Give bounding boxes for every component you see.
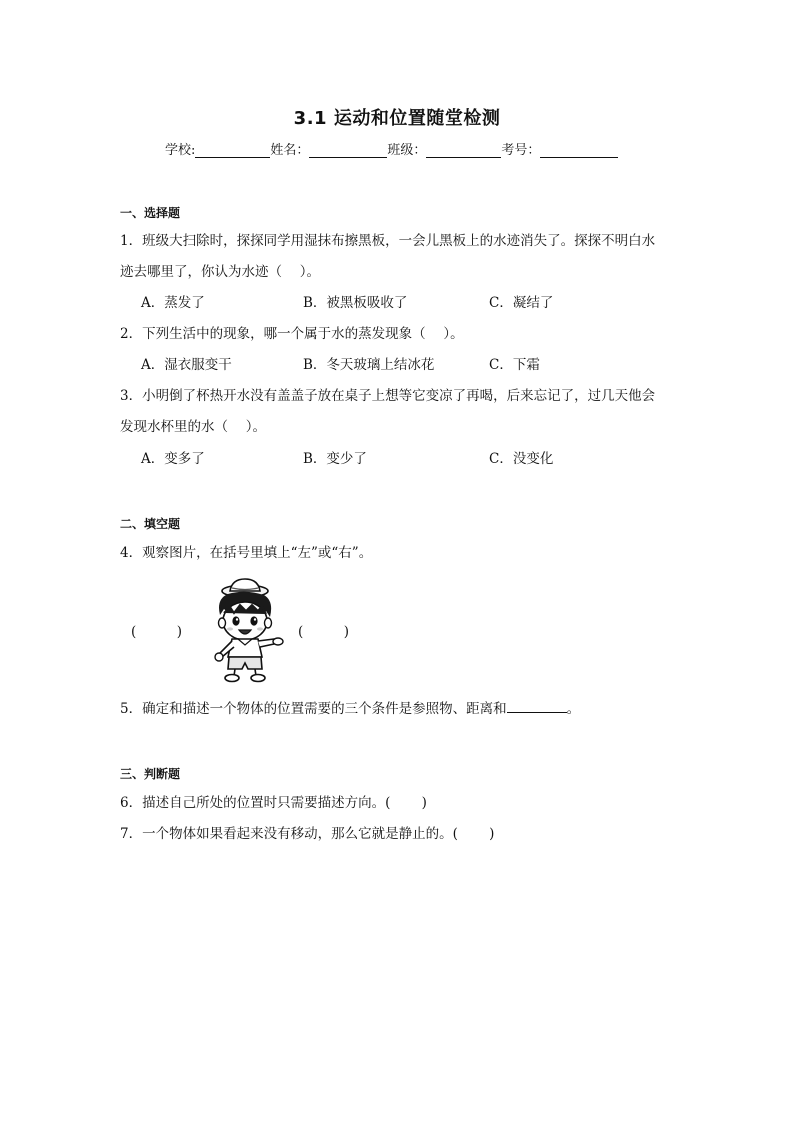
question-5 xyxy=(120,697,580,717)
question-5-text: 5．确定和描述一个物体的位置需要的三个条件是参照物、距离和 xyxy=(120,701,507,717)
question-4-left-blank[interactable]: ( ) xyxy=(131,624,183,640)
left-shoe xyxy=(225,675,239,682)
question-2-option-c[interactable]: C．下霜 xyxy=(489,357,540,373)
question-5-blank[interactable] xyxy=(507,700,567,713)
section-heading-judgement: 三、判断题 xyxy=(120,767,181,781)
boy-illustration xyxy=(208,577,286,683)
class-label: 班级： xyxy=(387,143,427,158)
question-4-text: 4．观察图片，在括号里填上“左”或“右”。 xyxy=(120,545,373,561)
question-2-line-1: 2．下列生活中的现象，哪一个属于水的蒸发现象（ ）。 xyxy=(120,326,464,342)
class-blank[interactable] xyxy=(426,145,501,158)
section-heading-fill-blank: 二、填空题 xyxy=(120,517,181,531)
shorts xyxy=(228,657,262,669)
question-2-option-a[interactable]: A．湿衣服变干 xyxy=(141,357,232,373)
question-1-line-1: 1．班级大扫除时，探探同学用湿抹布擦黑板，一会儿黑板上的水迹消失了。探探不明白水 xyxy=(120,233,656,249)
section-heading-choice: 一、选择题 xyxy=(120,206,181,220)
question-5-end: 。 xyxy=(566,701,581,717)
question-1-option-c[interactable]: C．凝结了 xyxy=(489,295,554,311)
page-title: 3.1 运动和位置随堂检测 xyxy=(293,108,501,129)
school-blank[interactable] xyxy=(195,145,270,158)
question-2-option-b[interactable]: B．冬天玻璃上结冰花 xyxy=(303,357,435,373)
question-1-option-a[interactable]: A．蒸发了 xyxy=(141,295,205,311)
number-label: 考号： xyxy=(501,143,541,158)
question-6: 6．描述自己所处的位置时只需要描述方向。( ) xyxy=(120,795,427,811)
question-3-line-1: 3．小明倒了杯热开水没有盖盖子放在桌子上想等它变凉了再喝，后来忘记了，过几天他会 xyxy=(120,388,656,404)
right-eye xyxy=(250,616,257,625)
question-3-option-b[interactable]: B．变少了 xyxy=(303,451,367,467)
school-label: 学校: xyxy=(165,143,196,158)
number-blank[interactable] xyxy=(540,145,618,158)
student-info-line xyxy=(165,139,618,158)
question-3-option-c[interactable]: C．没变化 xyxy=(489,451,554,467)
name-blank[interactable] xyxy=(309,145,387,158)
left-eye xyxy=(232,616,239,625)
question-3-line-2: 发现水杯里的水（ ）。 xyxy=(120,419,267,435)
name-label: 姓名： xyxy=(270,143,310,158)
question-1-option-b[interactable]: B．被黑板吸收了 xyxy=(303,295,408,311)
question-1-line-2: 迹去哪里了，你认为水迹（ ）。 xyxy=(120,264,321,280)
question-4-right-blank[interactable]: ( ) xyxy=(298,624,350,640)
question-7: 7．一个物体如果看起来没有移动，那么它就是静止的。( ) xyxy=(120,826,495,842)
question-3-option-a[interactable]: A．变多了 xyxy=(141,451,205,467)
right-shoe xyxy=(251,675,265,682)
